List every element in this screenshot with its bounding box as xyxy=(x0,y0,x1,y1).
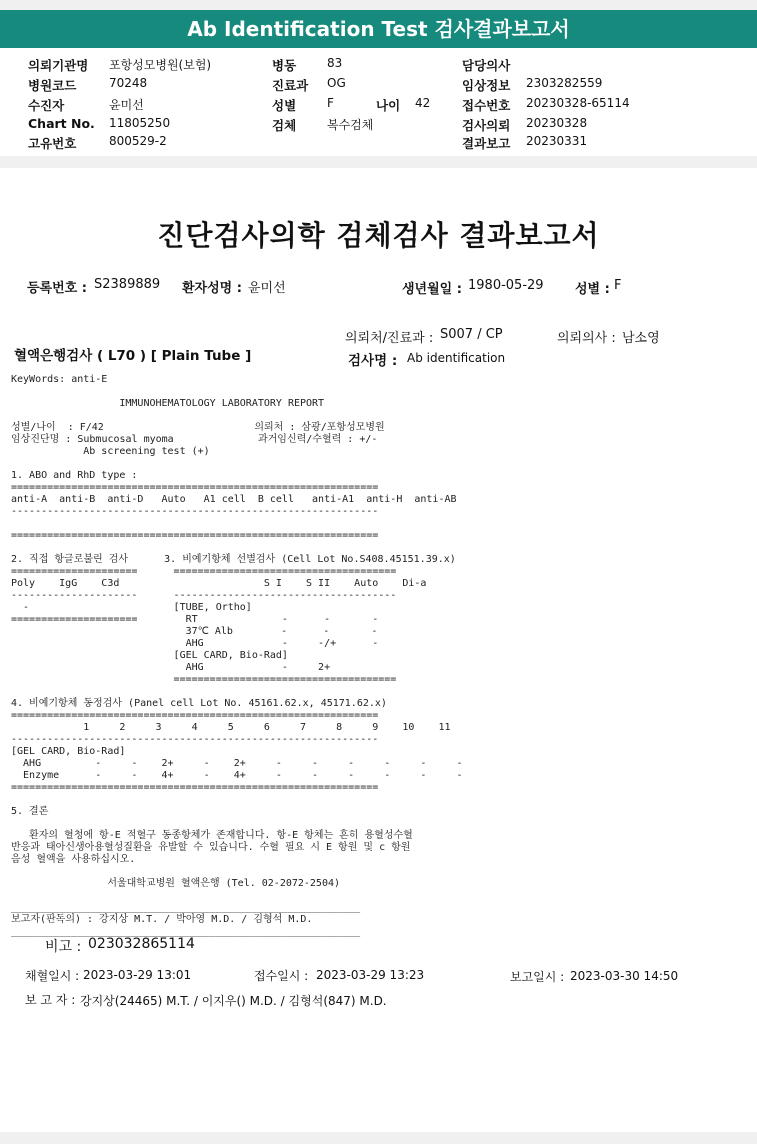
info-label: 결과보고 xyxy=(462,136,511,151)
patient-name-label: 환자성명 : xyxy=(182,281,242,296)
department-label: 의뢰처/진료과 : xyxy=(345,331,434,346)
info-value: 포항성모병원(보험) xyxy=(109,58,212,72)
info-value: 복수검체 xyxy=(327,118,374,132)
age-label: 나이 xyxy=(376,98,401,113)
test-name-value: Ab identification xyxy=(407,351,506,365)
age-value: 42 xyxy=(415,96,431,110)
info-value: 11805250 xyxy=(109,116,171,130)
doctor-value: 남소영 xyxy=(622,331,660,346)
receipt-time-value: 2023-03-29 13:23 xyxy=(316,968,425,982)
registration-label: 등록번호 : xyxy=(27,281,87,296)
report-header-title: Ab Identification Test 검사결과보고서 xyxy=(0,10,757,48)
info-value: 83 xyxy=(327,56,343,70)
info-label: 접수번호 xyxy=(462,98,511,113)
doctor-label: 의뢰의사 : xyxy=(557,331,616,346)
patient-info-panel xyxy=(0,48,757,156)
info-value: 20230328-65114 xyxy=(526,96,630,110)
info-label: 성별 xyxy=(272,98,297,113)
registration-value: S2389889 xyxy=(94,277,161,292)
info-value: 윤미선 xyxy=(109,98,144,112)
info-label: 고유번호 xyxy=(28,136,77,151)
info-label: 담당의사 xyxy=(462,58,511,73)
report-document xyxy=(0,168,757,1132)
reporter-label: 보 고 자 : xyxy=(25,993,76,1007)
sex-value: F xyxy=(614,278,622,293)
info-label: 진료과 xyxy=(272,78,309,93)
info-value: 70248 xyxy=(109,76,148,90)
info-label: 의뢰기관명 xyxy=(28,58,89,73)
receipt-time-label: 접수일시 : xyxy=(254,969,309,983)
department-value: S007 / CP xyxy=(440,327,503,342)
collection-time-value: 2023-03-29 13:01 xyxy=(83,968,192,982)
patient-name-value: 윤미선 xyxy=(248,281,286,296)
reporter-value: 강지상(24465) M.T. / 이지우() M.D. / 김형석(847) M.D. xyxy=(80,994,387,1008)
remark-value: 023032865114 xyxy=(88,936,195,952)
report-time-label: 보고일시 : xyxy=(510,970,565,984)
sex-label: 성별 : xyxy=(575,282,610,297)
info-value: OG xyxy=(327,76,346,90)
dob-label: 생년월일 : xyxy=(402,282,462,297)
remark-label: 비고 : xyxy=(45,939,82,955)
info-label: 병원코드 xyxy=(28,78,77,93)
info-label: 검체 xyxy=(272,118,297,133)
report-time-value: 2023-03-30 14:50 xyxy=(570,969,679,983)
info-value: 20230328 xyxy=(526,116,588,130)
info-label: 병동 xyxy=(272,58,297,73)
test-name-label: 검사명 : xyxy=(348,353,398,369)
info-label: 검사의뢰 xyxy=(462,118,511,133)
info-label: 임상정보 xyxy=(462,78,511,93)
info-value: F xyxy=(327,96,334,110)
info-value: 2303282559 xyxy=(526,76,603,90)
collection-time-label: 채혈일시 : xyxy=(25,969,80,983)
immunohematology-report-text: KeyWords: anti-E IMMUNOHEMATOLOGY LABORATORY REPORT 성별/나이 : F/42 의뢰처 : 삼광/포항성모병원 임상진단명 : Submucosal myoma 과거임신력/수혈력 : +/- Ab screening test (+) 1. ABO and RhD type : ============================================================= anti-A anti-B anti-D Auto A1 cell B cell anti-A1 anti-H anti-AB ------------------------------------------------------------- ============================================================= 2. 직접 항글로불린 검사 3. 비예기항체 선별검사 (Cell Lot No.S408.45151.39.x) ===================== ===================================== Poly IgG C3d S I S II Auto Di-a --------------------- ------------------------------------- - [TUBE, Ortho] ===================== RT - - - 37℃ Alb - - - AHG - -/+ - [GEL CARD, Bio-Rad] AHG - 2+ ===================================== 4. 비예기항체 동정검사 (Panel cell Lot No. 45161.62.x, 45171.62.x) ============================================================= 1 2 3 4 5 6 7 8 9 10 11 ------------------------------------------------------------- [GEL CARD, Bio-Rad] AHG - - 2+ - 2+ - - - - - - Enzyme - - 4+ - 4+ - - - - - - ============================================================= 5. 결론 환자의 혈청에 항-E 적혈구 동종항체가 존재합니다. 항-E 항체는 흔히 용혈성수혈 반응과 태아신생아용혈성질환을 유발할 수 있습니다. 수혈 필요 시 E 항원 및 c 항원 음성 혈액을 사용하십시오. 서울대학교병원 혈액은행 (Tel. 02-2072-2504) __________________________________________________________ 보고자(판독의) : 강지상 M.T. / 박아영 M.D. / 김형석 M.D. __________________________________________________________ xyxy=(11,374,463,937)
info-value: 20230331 xyxy=(526,134,588,148)
test-section-title: 혈액은행검사 ( L70 ) [ Plain Tube ] xyxy=(14,348,252,364)
dob-value: 1980-05-29 xyxy=(468,278,544,293)
info-label: 수진자 xyxy=(28,98,65,113)
document-title: 진단검사의학 검체검사 결과보고서 xyxy=(157,219,600,252)
info-value: 800529-2 xyxy=(109,134,167,148)
info-label: Chart No. xyxy=(28,116,95,131)
